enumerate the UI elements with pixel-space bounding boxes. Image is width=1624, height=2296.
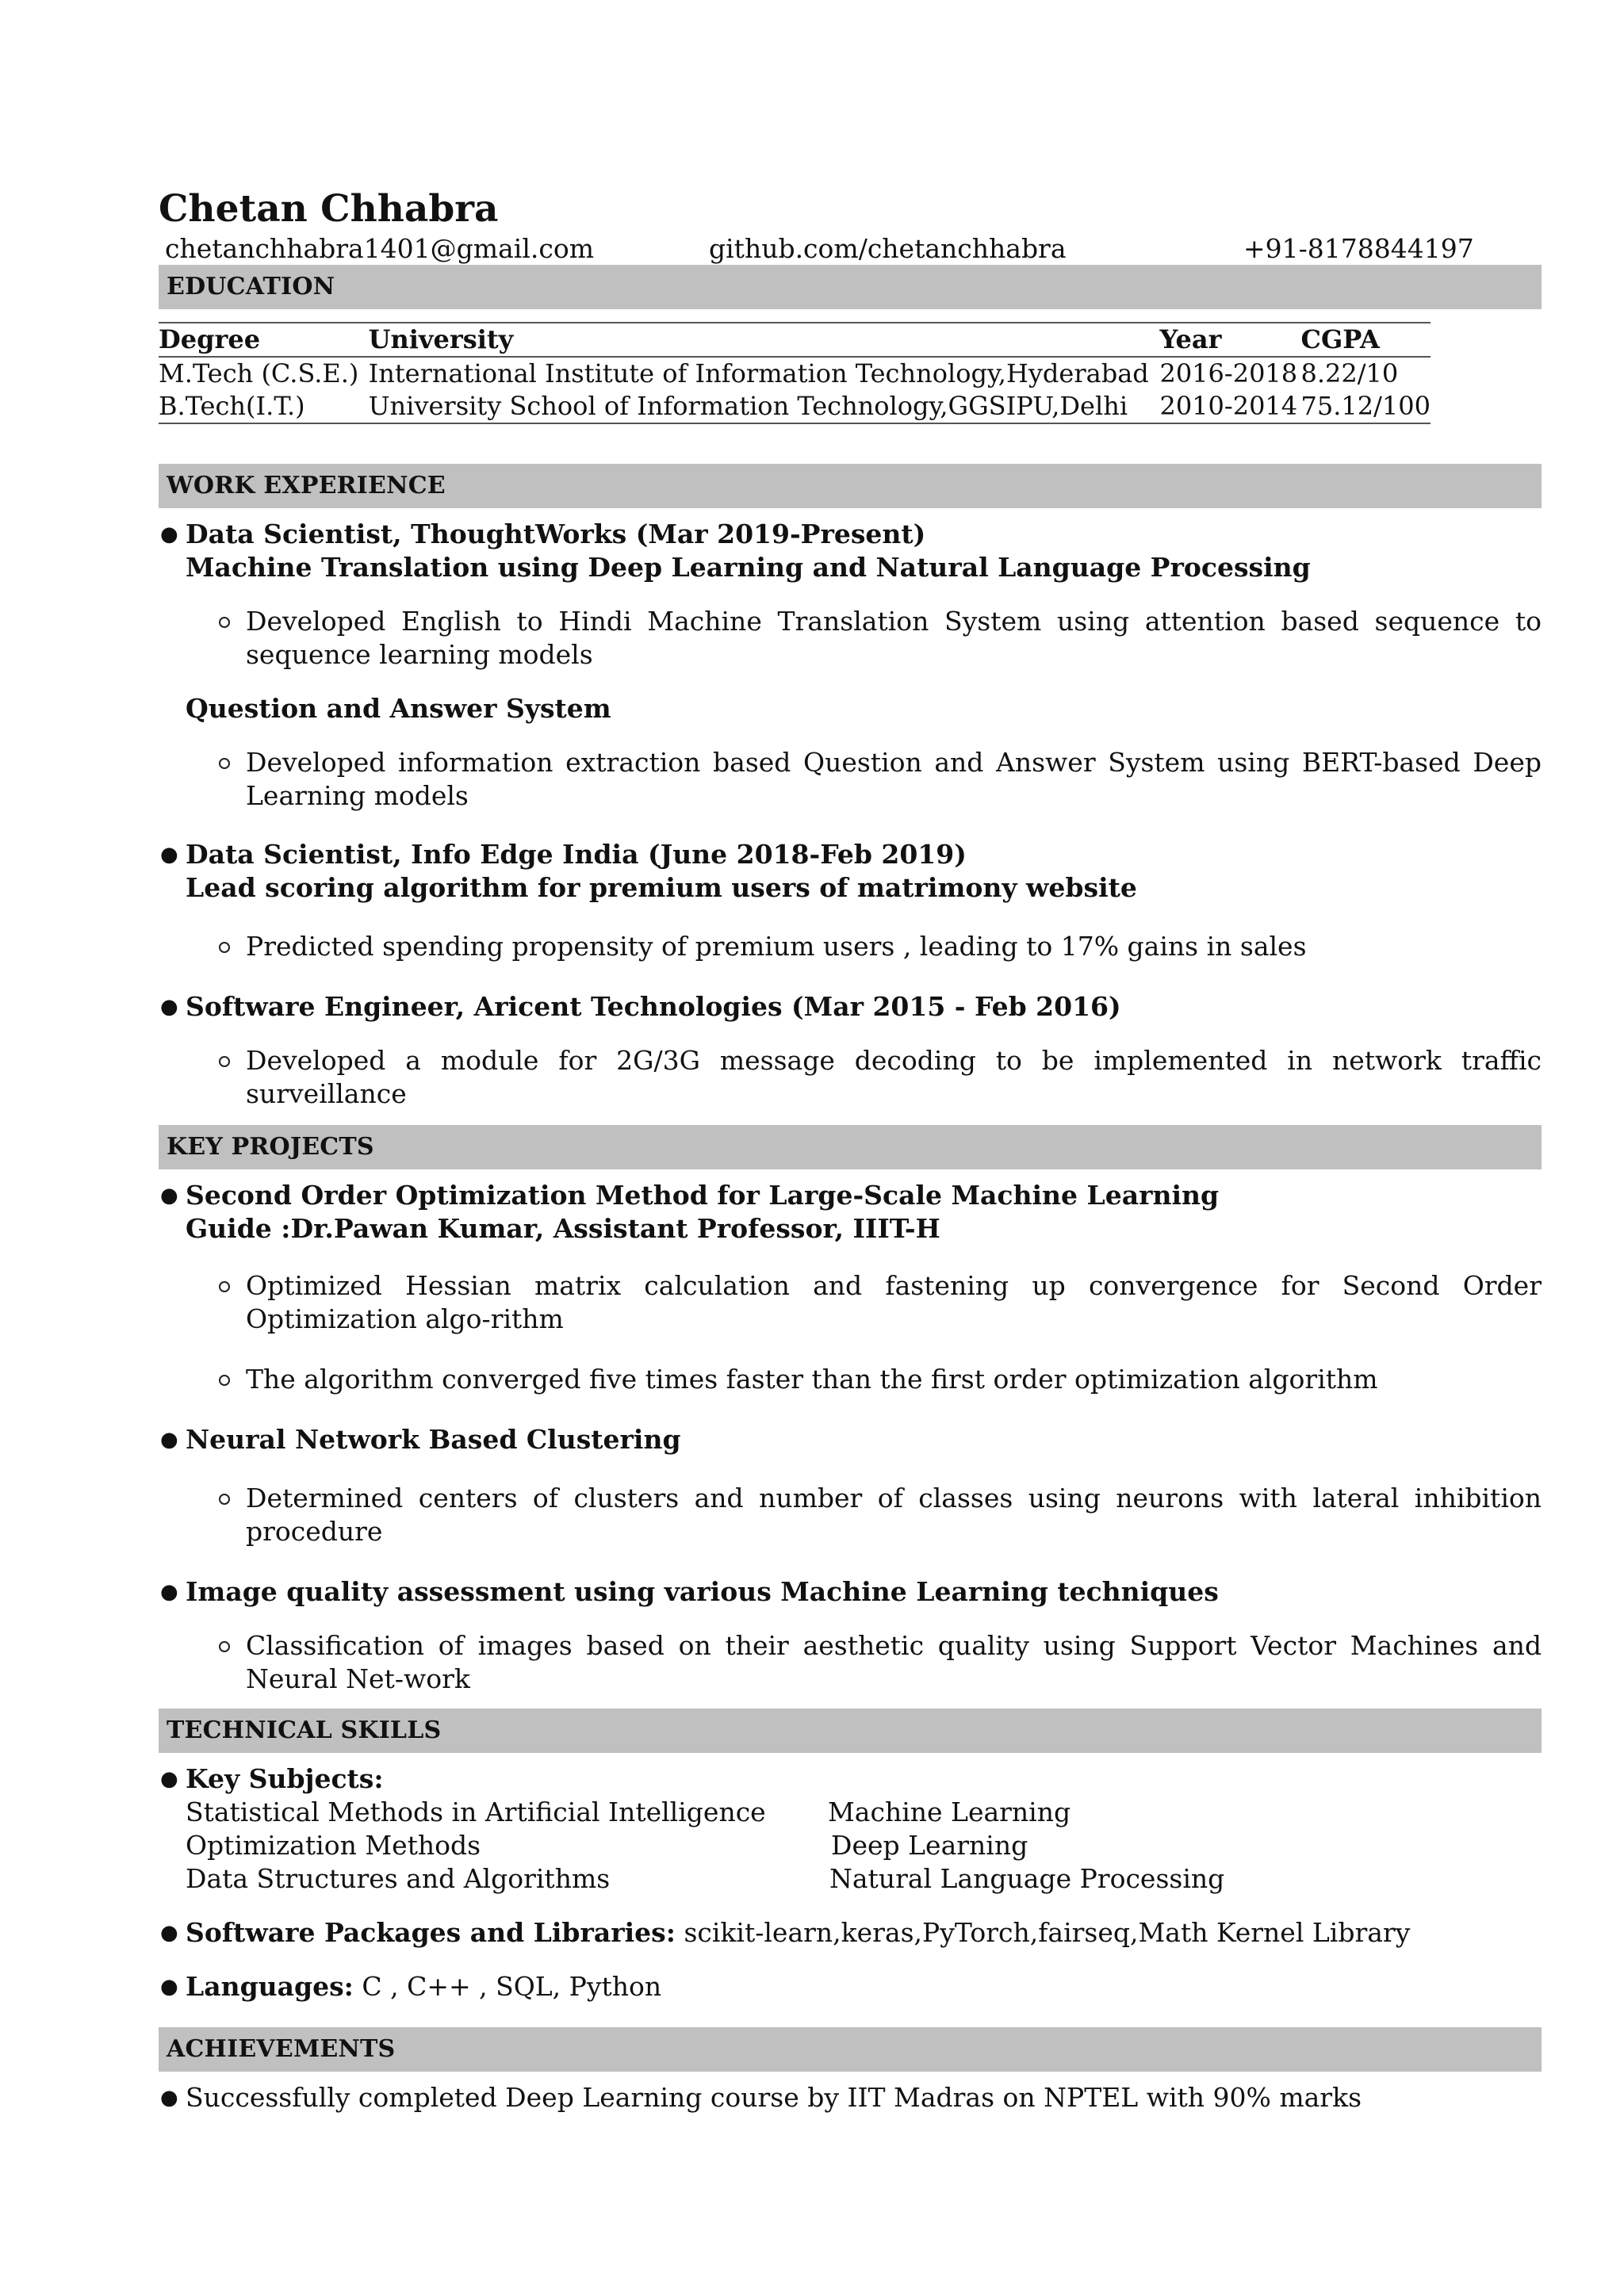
project-guide: Guide :Dr.Pawan Kumar, Assistant Professor, IIIT-H	[186, 1213, 940, 1244]
job-point	[159, 1044, 1542, 1111]
subjects-label: Key Subjects:	[186, 1763, 384, 1794]
table-row	[159, 390, 1431, 423]
col-university: University	[369, 323, 1160, 357]
project-entry	[159, 1179, 1542, 1246]
job-point-text: Predicted spending propensity of premium users , leading to 17% gains in sales	[246, 931, 1307, 962]
circle-bullet-icon	[219, 1641, 230, 1652]
bullet-icon: ●	[160, 1767, 178, 1791]
bullet-icon: ●	[160, 1975, 178, 1999]
bullet-icon: ●	[160, 1428, 178, 1452]
project-point-text: Determined centers of clusters and number of classes using neurons with lateral inhibition procedure	[246, 1483, 1542, 1547]
circle-bullet-icon	[219, 758, 230, 769]
job-project: Question and Answer System	[186, 693, 611, 724]
project-entry	[159, 1423, 1542, 1456]
job-role: Data Scientist, ThoughtWorks (Mar 2019-Present)	[186, 519, 926, 549]
circle-bullet-icon	[219, 1281, 230, 1292]
project-title: Image quality assessment using various Machine Learning techniques	[186, 1576, 1219, 1607]
bullet-icon: ●	[160, 1921, 178, 1945]
subject-item: Optimization Methods	[186, 1830, 481, 1861]
cgpa-cell: 8.22/10	[1300, 358, 1399, 388]
languages-label: Languages:	[186, 1971, 354, 2002]
candidate-name: Chetan Chhabra	[159, 187, 499, 231]
subjects-grid	[186, 1796, 1542, 1896]
year-cell: 2010-2014	[1159, 390, 1300, 423]
project-point-text: Classification of images based on their aesthetic quality using Support Vector Machines and Neural Net-work	[246, 1630, 1542, 1694]
languages-value: C , C++ , SQL, Python	[362, 1971, 662, 2002]
job-project: Lead scoring algorithm for premium users of matrimony website	[186, 872, 1137, 903]
bullet-icon: ●	[160, 1580, 178, 1604]
bullet-icon: ●	[160, 995, 178, 1019]
subject-item: Statistical Methods in Artificial Intelligence	[186, 1797, 766, 1827]
achievements-header: ACHIEVEMENTS	[159, 2027, 1542, 2072]
job-role: Software Engineer, Aricent Technologies (Mar 2015 - Feb 2016)	[186, 991, 1121, 1022]
project-entry	[159, 1575, 1542, 1609]
degree-cell: M.Tech (C.S.E.)	[159, 358, 359, 388]
achievement-item	[159, 2081, 1542, 2114]
job-point-text: Developed English to Hindi Machine Translation System using attention based sequence to sequence learning models	[246, 606, 1542, 670]
subject-item: Machine Learning	[828, 1797, 1071, 1827]
skills-subjects	[159, 1762, 1542, 1896]
skills-languages	[159, 1970, 1542, 2003]
year-cell: 2016-2018	[1159, 358, 1298, 388]
circle-bullet-icon	[219, 1494, 230, 1505]
education-header: EDUCATION	[159, 265, 1542, 309]
project-title: Neural Network Based Clustering	[186, 1424, 681, 1455]
col-degree: Degree	[159, 323, 369, 357]
job-point	[159, 930, 1542, 963]
packages-value: scikit-learn,keras,PyTorch,fairseq,Math Kernel Library	[684, 1917, 1411, 1948]
table-row	[159, 357, 1431, 390]
circle-bullet-icon	[219, 1375, 230, 1386]
bullet-icon: ●	[160, 1184, 178, 1207]
job-entry	[159, 518, 1542, 584]
university-cell: University School of Information Technology,GGSIPU,Delhi	[369, 390, 1160, 423]
bullet-icon: ●	[160, 522, 178, 546]
bullet-icon: ●	[160, 843, 178, 867]
project-point-text: The algorithm converged five times faster than the first order optimization algorithm	[246, 1364, 1378, 1395]
subject-item: Deep Learning	[831, 1830, 1028, 1861]
circle-bullet-icon	[219, 1056, 230, 1067]
university-cell: International Institute of Information Technology,Hyderabad	[368, 358, 1149, 388]
project-point	[159, 1482, 1542, 1548]
circle-bullet-icon	[219, 942, 230, 953]
skills-packages	[159, 1916, 1542, 1950]
github-link[interactable]: github.com/chetanchhabra	[709, 233, 1067, 264]
education-table-header	[159, 323, 1431, 357]
skills-header: TECHNICAL SKILLS	[159, 1709, 1542, 1753]
project-point	[159, 1363, 1542, 1396]
email-link[interactable]: chetanchhabra1401@gmail.com	[165, 233, 595, 264]
job-point	[159, 746, 1542, 813]
achievement-text: Successfully completed Deep Learning course by IIT Madras on NPTEL with 90% marks	[186, 2082, 1362, 2113]
work-header: WORK EXPERIENCE	[159, 464, 1542, 508]
bullet-icon: ●	[160, 2086, 178, 2110]
job-point-text: Developed information extraction based Question and Answer System using BERT-based Deep Learning models	[246, 747, 1542, 811]
resume-page	[159, 187, 1542, 2114]
circle-bullet-icon	[219, 617, 230, 628]
cgpa-cell: 75.12/100	[1301, 390, 1431, 423]
phone-number: +91-8178844197	[1243, 233, 1474, 264]
project-title: Second Order Optimization Method for Large-Scale Machine Learning	[186, 1180, 1220, 1211]
job-entry	[159, 838, 1542, 905]
job-point	[159, 605, 1542, 672]
col-year: Year	[1159, 323, 1300, 357]
project-point	[159, 1629, 1542, 1696]
education-table	[159, 322, 1431, 424]
project-point-text: Optimized Hessian matrix calculation and fastening up convergence for Second Order Optimization algo-rithm	[246, 1270, 1542, 1334]
contact-row	[159, 232, 1542, 266]
job-project: Machine Translation using Deep Learning and Natural Language Processing	[186, 552, 1311, 583]
job-role: Data Scientist, Info Edge India (June 2018-Feb 2019)	[186, 839, 967, 870]
project-point	[159, 1269, 1542, 1336]
degree-cell: B.Tech(I.T.)	[159, 390, 369, 423]
subject-item: Natural Language Processing	[829, 1863, 1225, 1894]
subject-item: Data Structures and Algorithms	[186, 1863, 611, 1894]
job-entry	[159, 990, 1542, 1024]
job-subproject	[159, 692, 1542, 725]
job-point-text: Developed a module for 2G/3G message decoding to be implemented in network traffic surveillance	[246, 1045, 1542, 1109]
projects-header: KEY PROJECTS	[159, 1125, 1542, 1169]
packages-label: Software Packages and Libraries:	[186, 1917, 676, 1948]
col-cgpa: CGPA	[1301, 323, 1431, 357]
